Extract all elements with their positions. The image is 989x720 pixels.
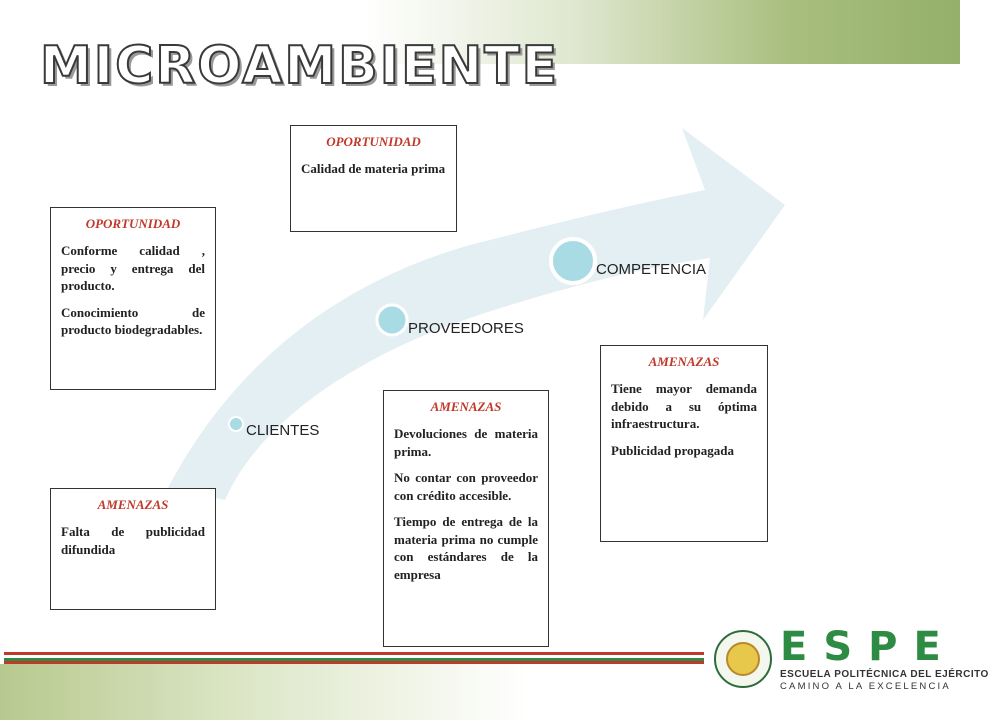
stage-label-clientes: CLIENTES (246, 422, 320, 439)
stage-label-proveedores: PROVEEDORES (408, 320, 524, 337)
node-competencia (551, 239, 595, 283)
node-proveedores (377, 305, 407, 335)
box-oportunidad-clientes (50, 207, 216, 390)
box-amenazas-proveedores (383, 390, 549, 647)
box-item: Tiempo de entrega de la materia prima no cumple con estándares de la empresa (394, 514, 538, 582)
logo-motto: CAMINO A LA EXCELENCIA (780, 681, 951, 692)
box-item: Conocimiento de producto biodegradables. (61, 304, 205, 338)
box-heading: AMENAZAS (648, 354, 720, 369)
box-item: Conforme calidad , precio y entrega del producto. (61, 243, 205, 294)
box-heading: OPORTUNIDAD (326, 134, 421, 149)
box-amenazas-competencia (600, 345, 768, 542)
logo-letters: ESPE (780, 624, 957, 670)
espe-logo (706, 624, 989, 692)
box-item: Publicidad propagada (611, 442, 734, 458)
footer-stripes (4, 652, 704, 664)
box-heading: AMENAZAS (97, 497, 169, 512)
box-item: Falta de publicidad difundida (61, 524, 205, 557)
box-amenazas-clientes (50, 488, 216, 610)
box-heading: AMENAZAS (430, 399, 502, 414)
node-clientes (229, 417, 243, 431)
box-heading: OPORTUNIDAD (85, 216, 181, 231)
box-item: Calidad de materia prima (301, 161, 446, 176)
box-item: Tiene mayor demanda debido a su óptima infraestructura. (611, 381, 757, 432)
box-oportunidad-proveedores (290, 125, 457, 232)
logo-institution-name: ESCUELA POLITÉCNICA DEL EJÉRCITO (780, 669, 989, 680)
university-seal-icon (714, 630, 772, 688)
slide-title: MICROAMBIENTE (40, 36, 560, 96)
box-item: Devoluciones de materia prima. (394, 426, 538, 459)
box-item: No contar con proveedor con crédito accesible. (394, 470, 538, 503)
stage-label-competencia: COMPETENCIA (596, 261, 707, 278)
